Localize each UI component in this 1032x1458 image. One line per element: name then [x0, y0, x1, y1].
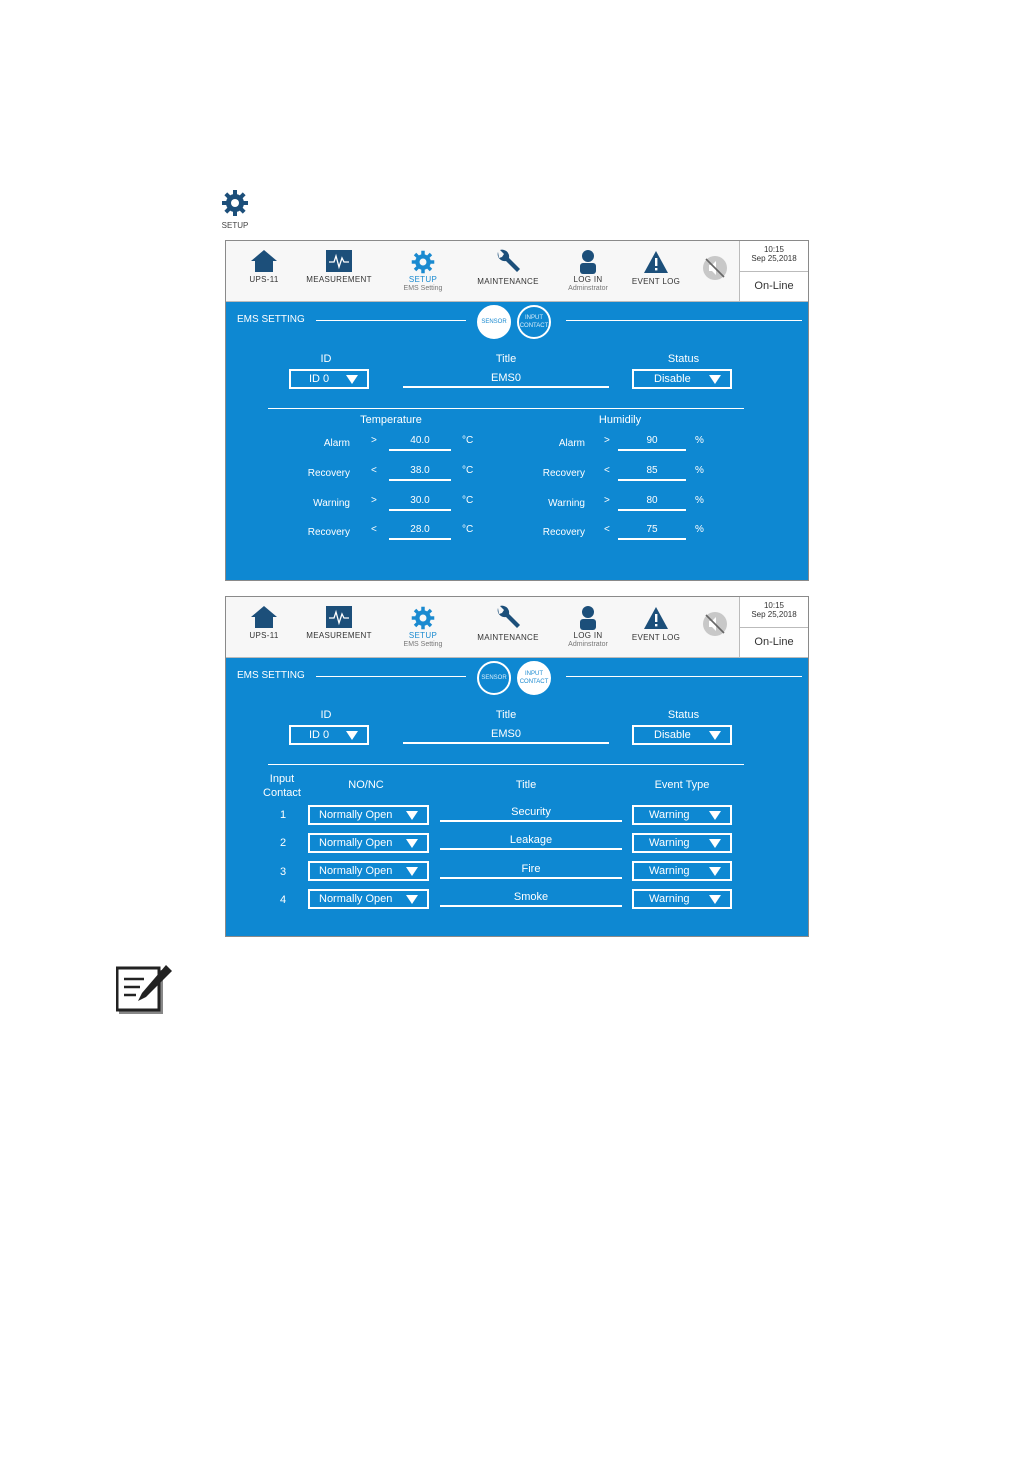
id-dropdown[interactable]	[289, 369, 369, 389]
nav-home[interactable]	[224, 241, 304, 301]
hum-unit: %	[695, 465, 704, 476]
temp-unit: °C	[462, 465, 474, 476]
clock-status-box	[739, 597, 808, 657]
nav-maintenance[interactable]	[468, 597, 548, 657]
contact-number: 4	[279, 894, 287, 906]
warning-icon	[642, 249, 670, 275]
nav-measurement[interactable]	[299, 241, 379, 301]
top-nav-bar	[226, 241, 808, 302]
nonc-value: Normally Open	[319, 837, 393, 849]
col-input-contact-line2: Contact	[263, 787, 301, 799]
title-field[interactable]: EMS0	[403, 728, 609, 744]
tab-input-contact-line1: INPUT	[525, 671, 543, 677]
chevron-down-icon	[709, 731, 721, 740]
clock-time: 10:15	[763, 245, 785, 254]
event-type-value: Warning	[649, 865, 690, 877]
divider	[566, 320, 802, 321]
id-label: ID	[320, 709, 332, 721]
hum-value-field[interactable]: 85	[618, 465, 686, 481]
waveform-icon	[325, 605, 353, 629]
status-value: Disable	[654, 373, 691, 385]
status-dropdown[interactable]	[632, 725, 732, 745]
temp-value-field[interactable]: 40.0	[389, 435, 451, 451]
home-icon	[250, 605, 278, 629]
divider	[316, 320, 466, 321]
tab-input-contact[interactable]	[517, 305, 551, 339]
col-title: Title	[515, 779, 537, 791]
nonc-dropdown[interactable]	[308, 805, 429, 825]
event-type-dropdown[interactable]	[632, 889, 732, 909]
event-type-dropdown[interactable]	[632, 805, 732, 825]
humidity-heading: Humidily	[598, 414, 642, 426]
temp-value-field[interactable]: 28.0	[389, 524, 451, 540]
temp-unit: °C	[462, 495, 474, 506]
chevron-down-icon	[709, 839, 721, 848]
nav-setup[interactable]	[383, 597, 463, 657]
nav-setup-label: SETUP	[408, 275, 438, 284]
nonc-dropdown[interactable]	[308, 889, 429, 909]
col-nonc: NO/NC	[348, 779, 384, 791]
ups-status: On-Line	[740, 271, 808, 301]
hum-unit: %	[695, 524, 704, 535]
id-label: ID	[320, 353, 332, 365]
nav-home[interactable]	[224, 597, 304, 657]
hum-row-label: Recovery	[542, 527, 585, 538]
setup-reference-label: SETUP	[221, 221, 249, 230]
divider	[316, 676, 466, 677]
tab-input-contact-line2: CONTACT	[519, 323, 549, 329]
nav-eventlog-label: EVENT LOG	[631, 633, 681, 642]
contact-title-field[interactable]: Security	[440, 806, 622, 822]
id-value: ID 0	[309, 373, 330, 385]
wrench-icon	[494, 249, 522, 275]
status-label: Status	[667, 709, 700, 721]
nav-setup-sublabel: EMS Setting	[403, 285, 443, 292]
temp-unit: °C	[462, 435, 474, 446]
hum-row-label: Warning	[548, 498, 585, 509]
event-type-dropdown[interactable]	[632, 833, 732, 853]
id-value: ID 0	[309, 729, 330, 741]
status-value: Disable	[654, 729, 691, 741]
nav-measurement-label: MEASUREMENT	[306, 631, 372, 640]
event-type-value: Warning	[649, 809, 690, 821]
event-type-value: Warning	[649, 837, 690, 849]
col-input-contact	[254, 772, 310, 800]
nav-measurement-label: MEASUREMENT	[306, 275, 372, 284]
temp-operator: >	[371, 495, 377, 506]
temp-operator: <	[371, 524, 377, 535]
nav-eventlog[interactable]	[616, 597, 696, 657]
temp-operator: <	[371, 465, 377, 476]
clock-date: Sep 25,2018	[751, 254, 797, 263]
nav-eventlog[interactable]	[616, 241, 696, 301]
chevron-down-icon	[406, 867, 418, 876]
contact-title-field[interactable]: Fire	[440, 863, 622, 879]
warning-icon	[642, 605, 670, 631]
tab-sensor[interactable]: SENSOR	[477, 305, 511, 339]
chevron-down-icon	[709, 375, 721, 384]
nonc-dropdown[interactable]	[308, 861, 429, 881]
temp-row-label: Alarm	[323, 438, 350, 449]
temp-row-label: Warning	[313, 498, 350, 509]
temperature-heading: Temperature	[360, 414, 422, 426]
title-label: Title	[495, 709, 517, 721]
contact-number: 1	[279, 809, 287, 821]
nav-setup-label: SETUP	[408, 631, 438, 640]
contact-number: 2	[279, 837, 287, 849]
divider	[566, 676, 802, 677]
hum-operator: >	[604, 435, 610, 446]
nav-eventlog-label: EVENT LOG	[631, 277, 681, 286]
ems-title: EMS SETTING	[237, 314, 305, 325]
title-label: Title	[495, 353, 517, 365]
nav-home-label: UPS-11	[249, 631, 279, 640]
nonc-value: Normally Open	[319, 893, 393, 905]
divider	[268, 764, 744, 765]
ems-input-contact-screen	[225, 596, 809, 937]
status-label: Status	[667, 353, 700, 365]
contact-number: 3	[279, 866, 287, 878]
hum-operator: <	[604, 524, 610, 535]
nav-maintenance-label: MAINTENANCE	[477, 277, 539, 286]
clock-date: Sep 25,2018	[751, 610, 797, 619]
hum-operator: >	[604, 495, 610, 506]
top-nav-bar	[226, 597, 808, 658]
mute-icon	[702, 611, 728, 637]
col-input-contact-line1: Input	[269, 773, 295, 785]
user-icon	[574, 605, 602, 631]
hum-row-label: Recovery	[542, 468, 585, 479]
clock-time: 10:15	[763, 601, 785, 610]
temp-value-field[interactable]: 30.0	[389, 495, 451, 511]
contact-title-field[interactable]: Smoke	[440, 891, 622, 907]
nonc-value: Normally Open	[319, 809, 393, 821]
hum-value-field[interactable]: 90	[618, 435, 686, 451]
event-type-value: Warning	[649, 893, 690, 905]
temp-row-label: Recovery	[307, 527, 350, 538]
chevron-down-icon	[346, 731, 358, 740]
nonc-value: Normally Open	[319, 865, 393, 877]
ems-sensor-screen	[225, 240, 809, 581]
chevron-down-icon	[406, 811, 418, 820]
nav-maintenance[interactable]	[468, 241, 548, 301]
temp-unit: °C	[462, 524, 474, 535]
divider	[268, 408, 744, 409]
gear-icon	[409, 249, 437, 275]
nav-measurement[interactable]	[299, 597, 379, 657]
hum-unit: %	[695, 495, 704, 506]
chevron-down-icon	[406, 839, 418, 848]
mute-icon	[702, 255, 728, 281]
note-icon	[116, 963, 174, 1022]
ems-title: EMS SETTING	[237, 670, 305, 681]
title-field[interactable]: EMS0	[403, 372, 609, 388]
mute-button[interactable]	[702, 255, 728, 286]
temp-value-field[interactable]: 38.0	[389, 465, 451, 481]
ems-panel	[226, 658, 808, 936]
waveform-icon	[325, 249, 353, 273]
mute-button[interactable]	[702, 611, 728, 642]
event-type-dropdown[interactable]	[632, 861, 732, 881]
status-dropdown[interactable]	[632, 369, 732, 389]
ems-panel	[226, 302, 808, 580]
nav-login-sublabel: Adminstrator	[568, 641, 608, 648]
wrench-icon	[494, 605, 522, 631]
hum-value-field[interactable]: 75	[618, 524, 686, 540]
chevron-down-icon	[346, 375, 358, 384]
hum-row-label: Alarm	[558, 438, 585, 449]
tab-sensor[interactable]: SENSOR	[477, 661, 511, 695]
clock-status-box	[739, 241, 808, 301]
hum-value-field[interactable]: 80	[618, 495, 686, 511]
nav-setup-sublabel: EMS Setting	[403, 641, 443, 648]
gear-icon	[220, 188, 250, 218]
hum-unit: %	[695, 435, 704, 446]
user-icon	[574, 249, 602, 275]
note-pen-icon	[116, 963, 174, 1017]
nonc-dropdown[interactable]	[308, 833, 429, 853]
temp-row-label: Recovery	[307, 468, 350, 479]
nav-maintenance-label: MAINTENANCE	[477, 633, 539, 642]
nav-login-label: LOG IN	[573, 275, 603, 284]
setup-reference	[218, 188, 252, 230]
gear-icon	[409, 605, 437, 631]
chevron-down-icon	[709, 895, 721, 904]
id-dropdown[interactable]	[289, 725, 369, 745]
ups-status: On-Line	[740, 627, 808, 657]
nav-login-label: LOG IN	[573, 631, 603, 640]
chevron-down-icon	[709, 867, 721, 876]
chevron-down-icon	[709, 811, 721, 820]
nav-home-label: UPS-11	[249, 275, 279, 284]
contact-title-field[interactable]: Leakage	[440, 834, 622, 850]
tab-input-contact-line2: CONTACT	[519, 679, 549, 685]
hum-operator: <	[604, 465, 610, 476]
home-icon	[250, 249, 278, 273]
tab-input-contact-line1: INPUT	[525, 315, 543, 321]
tab-input-contact[interactable]	[517, 661, 551, 695]
temp-operator: >	[371, 435, 377, 446]
nav-setup[interactable]	[383, 241, 463, 301]
col-event-type: Event Type	[654, 779, 710, 791]
chevron-down-icon	[406, 895, 418, 904]
nav-login-sublabel: Adminstrator	[568, 285, 608, 292]
